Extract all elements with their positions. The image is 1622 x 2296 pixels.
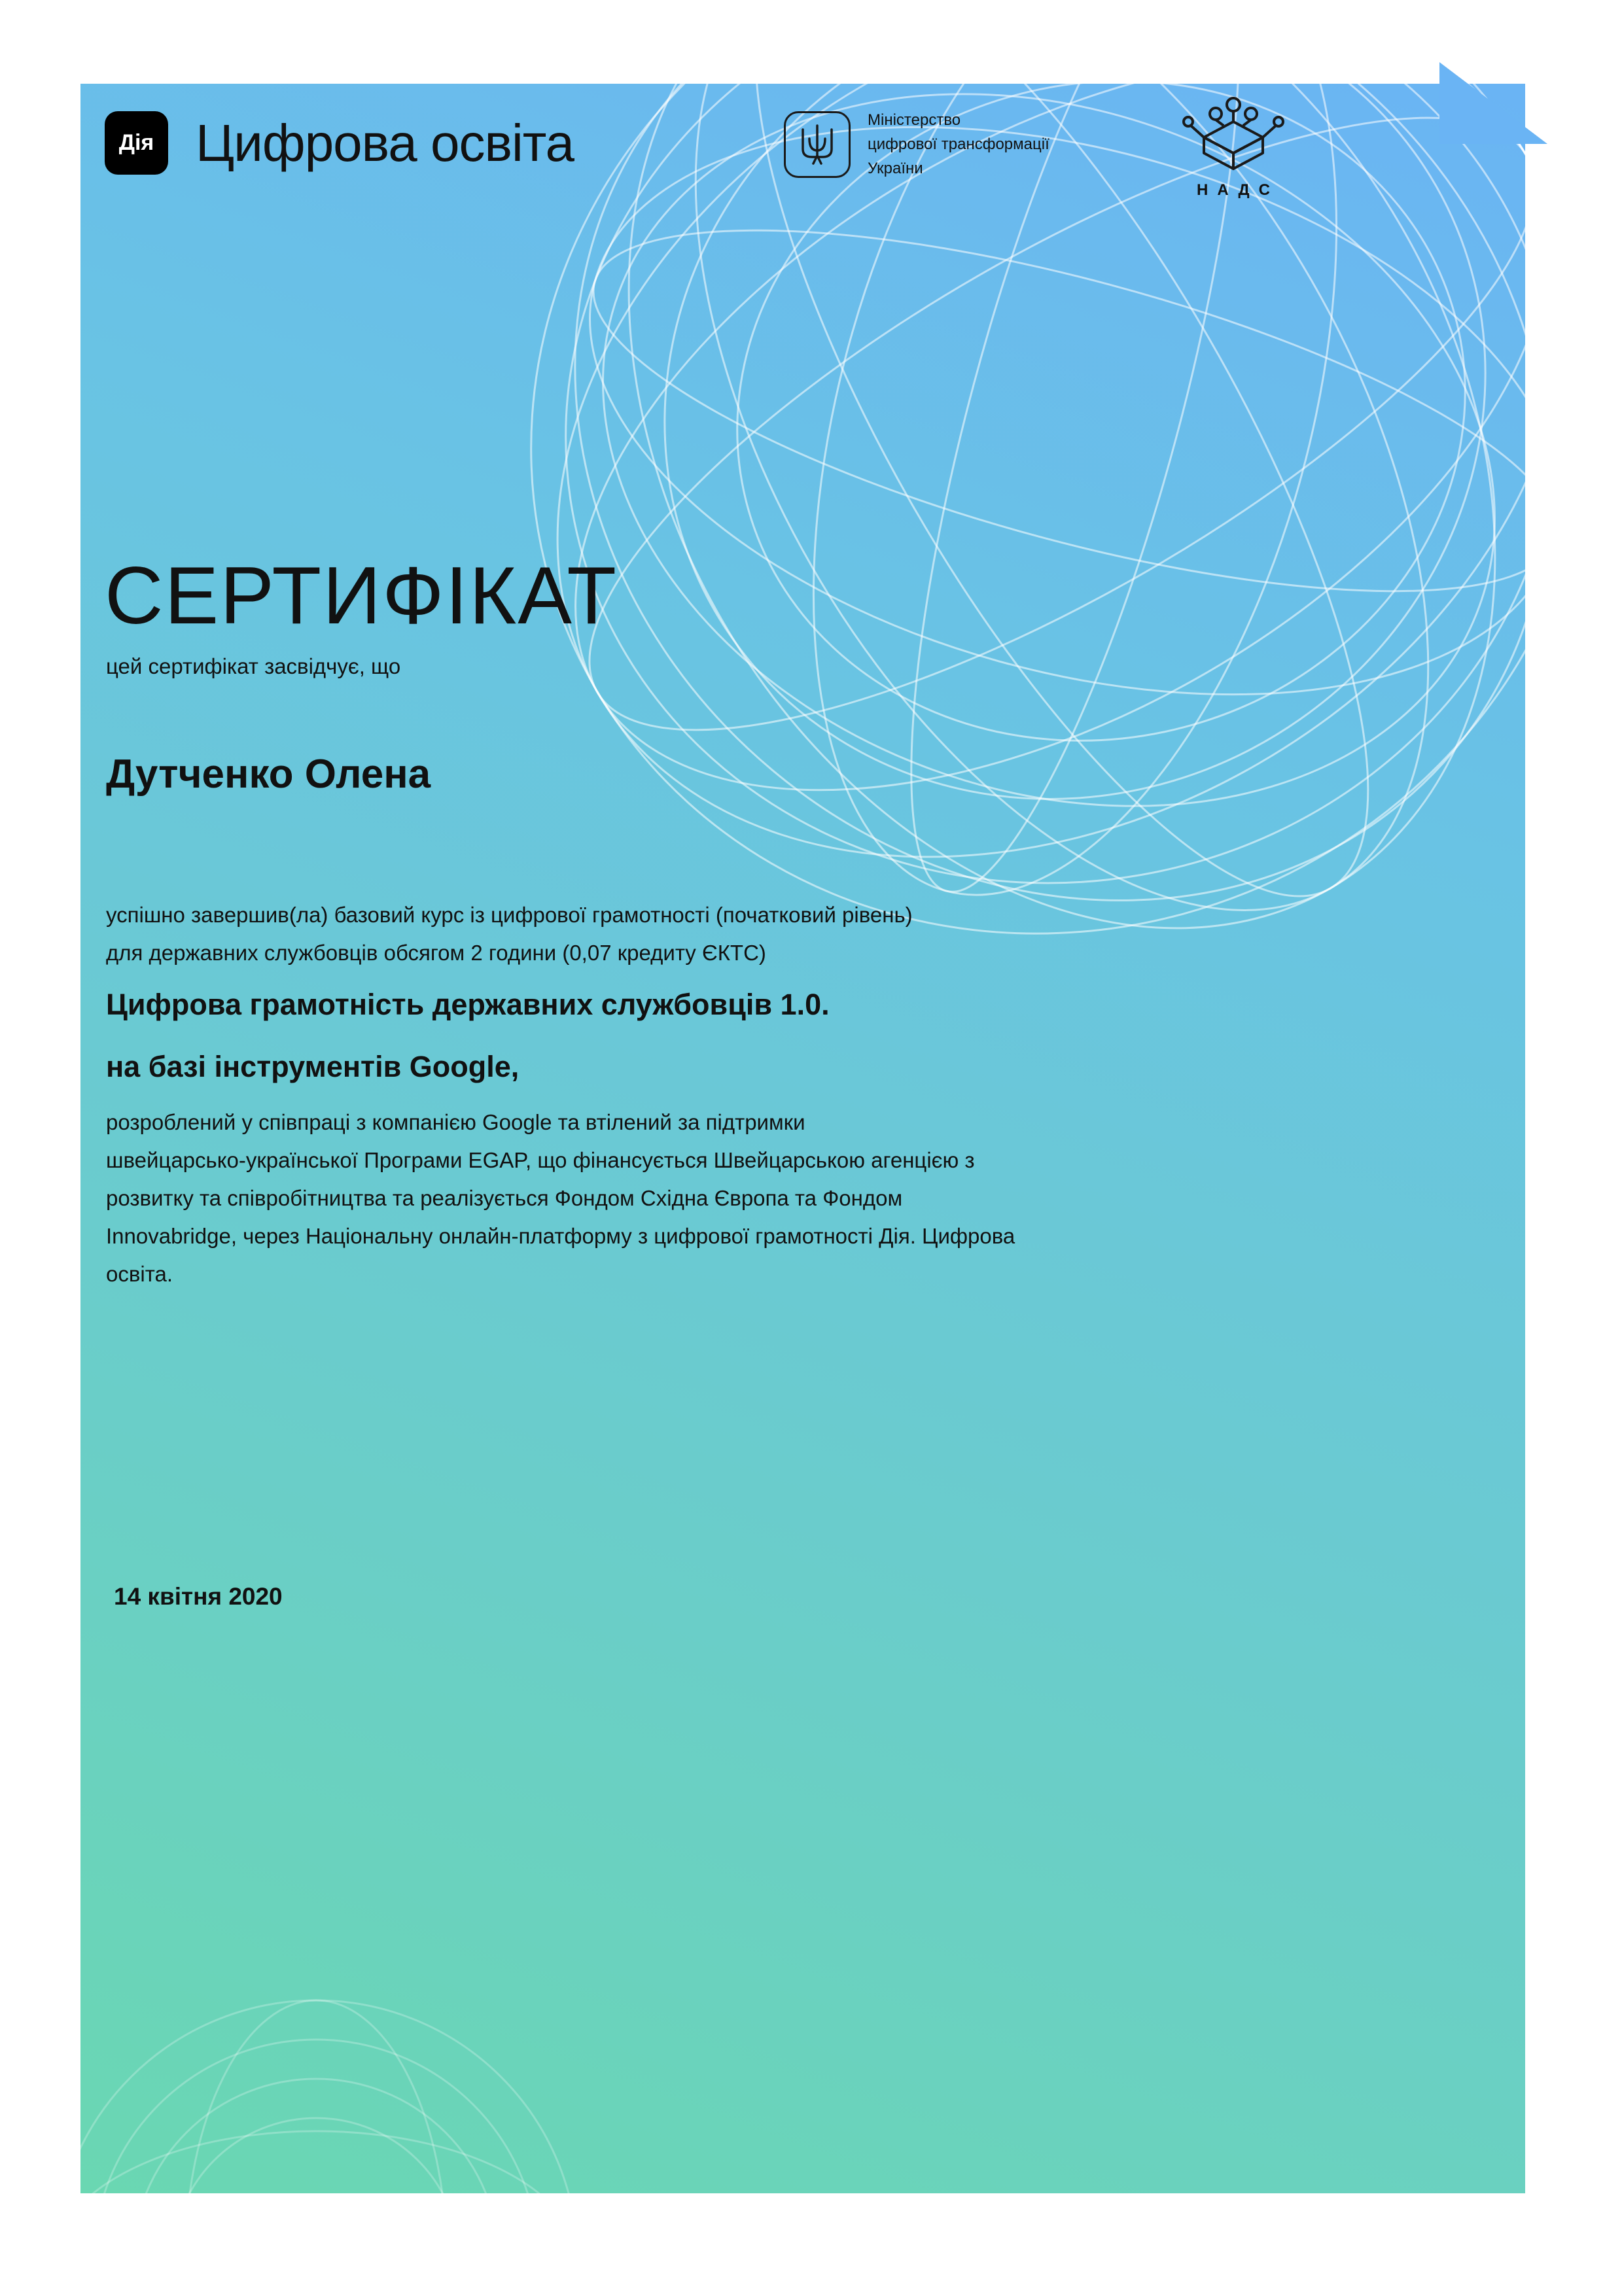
- ministry-name: [868, 108, 1049, 181]
- completion-text: [106, 896, 913, 972]
- brand-name: Цифрова освіта: [196, 113, 574, 172]
- page-fold-icon: [1439, 62, 1547, 167]
- description-line: розроблений у співпраці з компанією Google та втілений за підтримки: [106, 1110, 805, 1134]
- ministry-line: Міністерство: [868, 111, 961, 129]
- description-line: швейцарсько-української Програми EGAP, що фінансується Швейцарською агенцією з: [106, 1148, 975, 1172]
- brand-logo: [105, 111, 574, 175]
- nads-logo: [1168, 85, 1299, 200]
- diia-badge: Дія: [105, 111, 168, 175]
- ministry-line: цифрової трансформації: [868, 135, 1049, 153]
- nads-emblem-icon: [1178, 85, 1289, 177]
- ministry-line: України: [868, 160, 923, 177]
- description-line: розвитку та співробітництва та реалізується Фондом Східна Європа та Фондом: [106, 1186, 903, 1210]
- completion-line: успішно завершив(ла) базовий курс із цифрової грамотності (початковий рівень): [106, 903, 913, 927]
- certificate-subtitle: цей сертифікат засвідчує, що: [106, 654, 401, 678]
- description-line: освіта.: [106, 1262, 173, 1286]
- ministry-logo: [784, 108, 1049, 181]
- course-title-line-2: на базі інструментів Google,: [106, 1050, 520, 1083]
- completion-line: для державних службовців обсягом 2 години (0,07 кредиту ЄКТС): [106, 941, 766, 965]
- description-text: [106, 1104, 1015, 1293]
- course-title-line-1: Цифрова грамотність державних службовців 1.0.: [106, 988, 830, 1021]
- recipient-name: Дутченко Олена: [106, 752, 431, 797]
- nads-label: НАДС: [1197, 181, 1279, 199]
- certificate-title: СЕРТИФІКАТ: [105, 551, 618, 641]
- issue-date: 14 квітня 2020: [114, 1583, 283, 1610]
- description-line: Innovabridge, через Національну онлайн-платформу з цифрової грамотності Дія. Цифрова: [106, 1224, 1015, 1248]
- trident-icon: [784, 111, 851, 178]
